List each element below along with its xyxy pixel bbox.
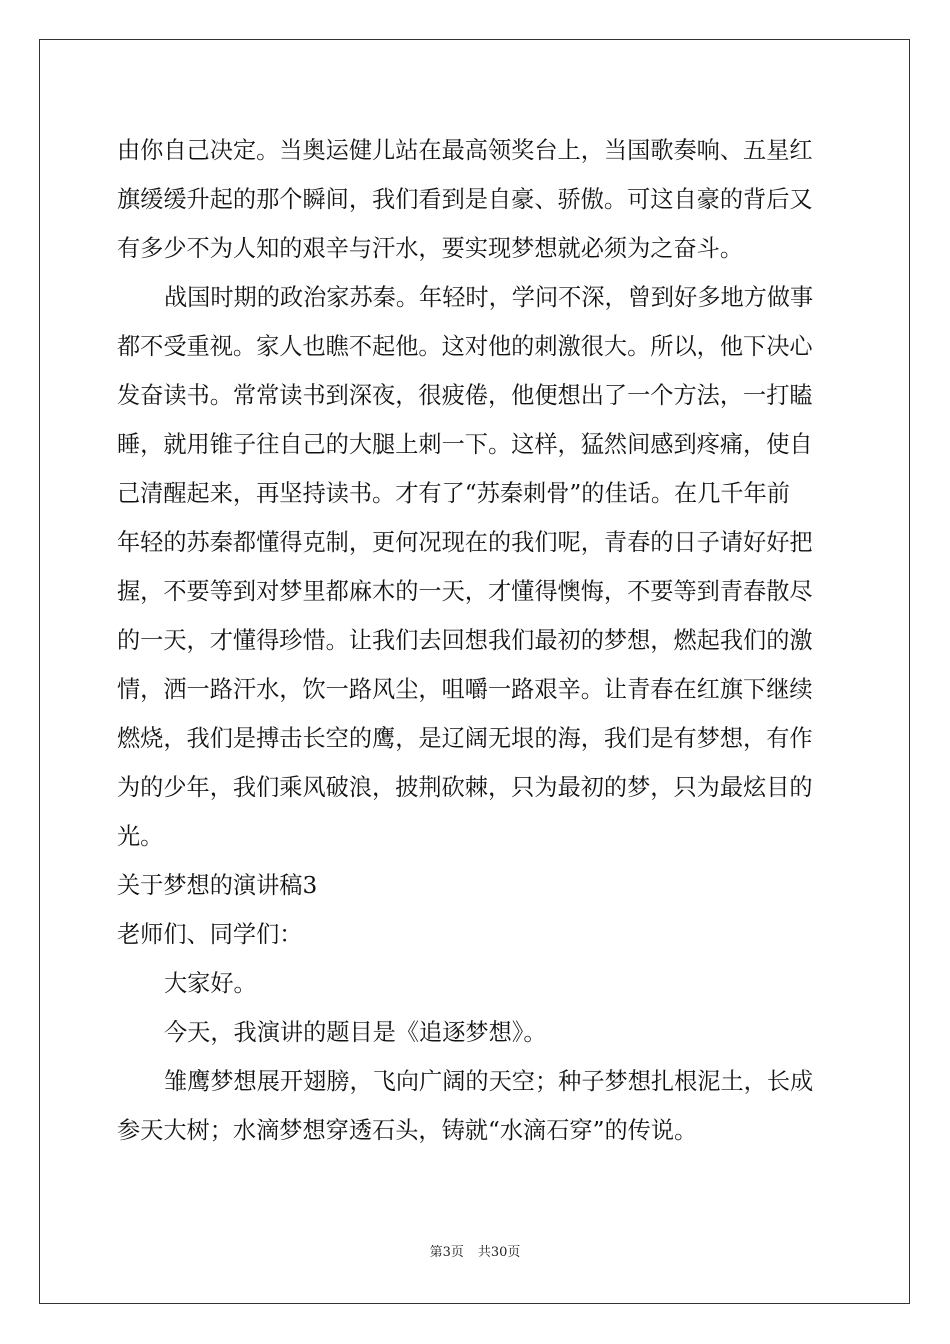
text-line: 己清醒起来，再坚持读书。才有了“苏秦刺骨”的佳话。在几千年前 <box>117 480 790 507</box>
text-line: 光。 <box>117 823 164 850</box>
text-line: 为的少年，我们乘风破浪，披荆砍棘，只为最初的梦，只为最炫目的 <box>117 774 813 801</box>
text-line: 战国时期的政治家苏秦。年轻时，学问不深，曾到好多地方做事 <box>164 284 814 311</box>
text-line: 情，洒一路汗水，饮一路风尘，咀嚼一路艰辛。让青春在红旗下继续 <box>117 676 813 703</box>
text-line: 握，不要等到对梦里都麻木的一天，才懂得懊悔，不要等到青春散尽 <box>117 578 813 605</box>
text-line: 燃烧，我们是搏击长空的鹰，是辽阔无垠的海，我们是有梦想，有作 <box>117 725 813 752</box>
text-line: 旗缓缓升起的那个瞬间，我们看到是自豪、骄傲。可这自豪的背后又 <box>117 186 813 213</box>
page-total: 共30页 <box>477 1245 521 1260</box>
salutation: 老师们、同学们： <box>117 921 303 948</box>
text-line: 都不受重视。家人也瞧不起他。这对他的刺激很大。所以，他下决心 <box>117 333 813 360</box>
text-line: 睡，就用锥子往自己的大腿上刺一下。这样，猛然间感到疼痛，使自 <box>117 431 813 458</box>
text-line: 今天，我演讲的题目是《追逐梦想》。 <box>164 1019 547 1046</box>
section-heading: 关于梦想的演讲稿3 <box>117 872 318 899</box>
text-line: 雏鹰梦想展开翅膀，飞向广阔的天空；种子梦想扎根泥土，长成 <box>164 1068 814 1095</box>
page-footer <box>0 1244 950 1262</box>
text-line: 发奋读书。常常读书到深夜，很疲倦，他便想出了一个方法，一打瞌 <box>117 382 813 409</box>
text-line: 的一天，才懂得珍惜。让我们去回想我们最初的梦想，燃起我们的激 <box>117 627 813 654</box>
text-line: 参天大树；水滴梦想穿透石头，铸就“水滴石穿”的传说。 <box>117 1117 698 1144</box>
page-number: 第3页 <box>429 1245 464 1260</box>
text-line: 有多少不为人知的艰辛与汗水，要实现梦想就必须为之奋斗。 <box>117 235 744 262</box>
text-line: 大家好。 <box>164 970 257 997</box>
document-body <box>117 126 837 1155</box>
text-line: 年轻的苏秦都懂得克制，更何况现在的我们呢，青春的日子请好好把 <box>117 529 813 556</box>
text-line: 由你自己决定。当奥运健儿站在最高领奖台上，当国歌奏响、五星红 <box>117 137 813 164</box>
